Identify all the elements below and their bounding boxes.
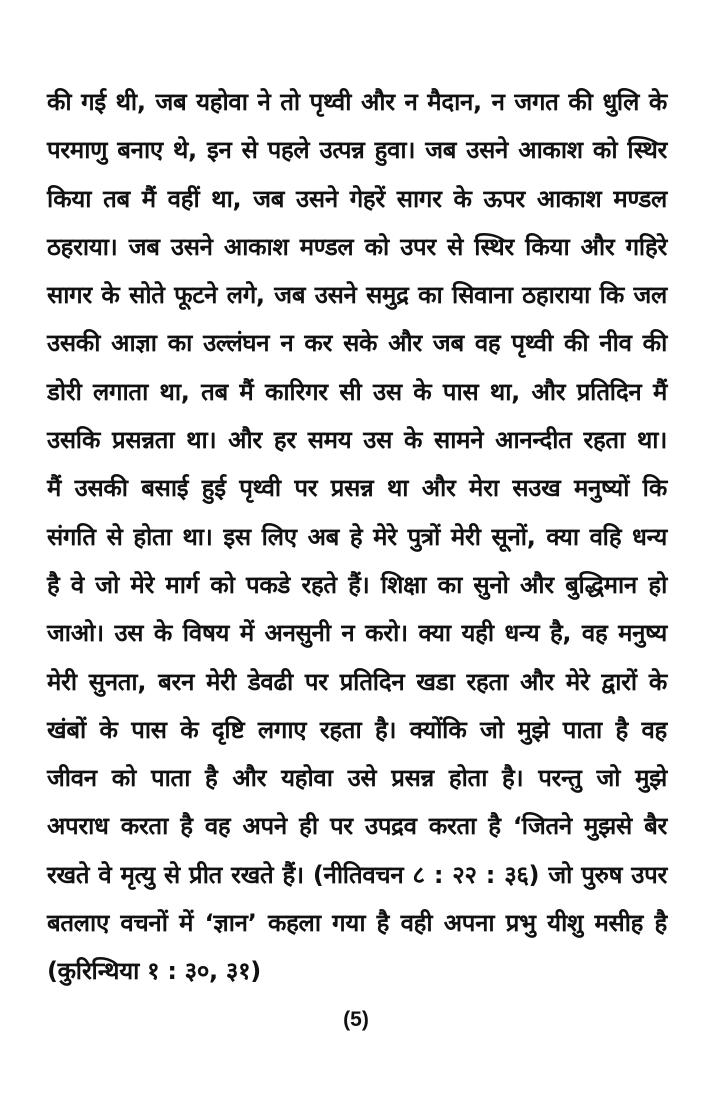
- text-line-1: की गई थी, जब यहोवा ने तो पृथ्वी और न मैदान, न जगत की धुलि के: [47, 88, 667, 116]
- text-line-10: संगति से होता था। इस लिए अब हे मेरे पुत्रों मेरी सूनों, क्या वहि धन्य: [47, 522, 667, 551]
- text-line-14: खंबों के पास के दृष्टि लगाए रहता है। क्योंकि जो मुझे पाता है वह: [47, 715, 667, 744]
- body-text: [47, 78, 667, 996]
- text-line-15: जीवन को पाता है और यहोवा उसे प्रसन्न होता है। परन्तु जो मुझे: [47, 764, 667, 793]
- text-line-5: सागर के सोते फूटने लगे, जब उसने समुद्र का सिवाना ठहाराया कि जल: [47, 281, 667, 310]
- text-line-9: मैं उसकी बसाई हुई पृथ्वी पर प्रसन्न था और मेरा सउख मनुष्यों कि: [47, 474, 667, 503]
- text-line-2: परमाणु बनाए थे, इन से पहले उत्पन्न हुवा। जब उसने आकाश को स्थिर: [47, 136, 667, 165]
- text-line-3: किया तब मैं वहीं था, जब उसने गेहरें सागर के ऊपर आकाश मण्डल: [47, 184, 667, 213]
- text-line-11: है वे जो मेरे मार्ग को पकडे रहते हैं। शिक्षा का सुनो और बुद्धिमान हो: [47, 570, 667, 599]
- text-line-17: रखते वे मृत्यु से प्रीत रखते हैं। (नीतिवचन ८ : २२ : ३६) जो पुरुष उपर: [47, 860, 667, 889]
- page-number: (5): [343, 1008, 369, 1031]
- text-line-6: उसकी आज्ञा का उल्लंघन न कर सके और जब वह पृथ्वी की नीव की: [47, 329, 667, 358]
- text-line-4: ठहराया। जब उसने आकाश मण्डल को उपर से स्थिर किया और गहिरे: [47, 232, 667, 261]
- text-line-7: डोरी लगाता था, तब मैं कारिगर सी उस के पास था, और प्रतिदिन मैं: [47, 377, 667, 406]
- text-line-19: (कुरिन्थिया १ : ३०, ३१): [47, 957, 261, 986]
- text-line-12: जाओ। उस के विषय में अनसुनी न करो। क्या यही धन्य है, वह मनुष्य: [47, 619, 667, 648]
- text-line-8: उसकि प्रसन्नता था। और हर समय उस के सामने आनन्दीत रहता था।: [47, 426, 667, 455]
- text-line-13: मेरी सुनता, बरन मेरी डेवढी पर प्रतिदिन खडा रहता और मेरे द्वारों के: [47, 667, 667, 696]
- text-line-16: अपराध करता है वह अपने ही पर उपद्रव करता है ‘जितने मुझसे बैर: [47, 812, 667, 841]
- text-line-18: बतलाए वचनों में ‘ज्ञान’ कहला गया है वही अपना प्रभु यीशु मसीह है: [47, 909, 667, 938]
